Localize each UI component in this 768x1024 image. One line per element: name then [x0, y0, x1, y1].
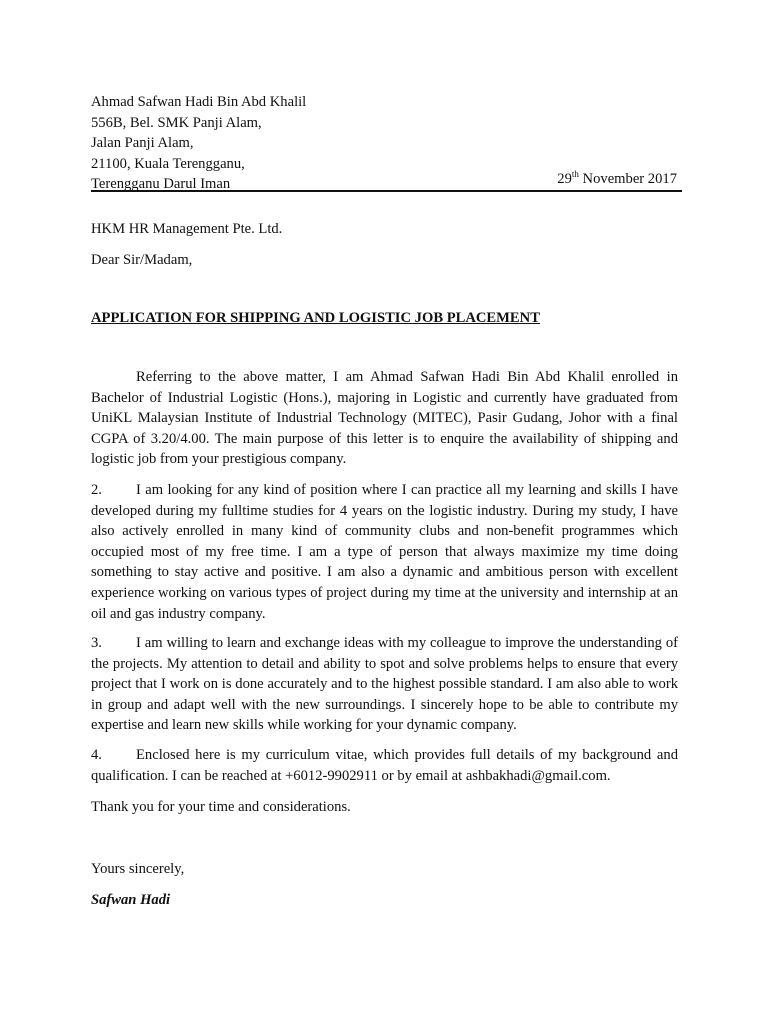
paragraph-text: Enclosed here is my curriculum vitae, which provides full details of my background and qualification. I can be reached at +6012-9902911 or by email at ashbakhadi@gmail.com. [91, 747, 678, 784]
sender-name: Ahmad Safwan Hadi Bin Abd Khalil [91, 94, 307, 110]
signature: Safwan Hadi [91, 892, 171, 908]
body-paragraph-1: Referring to the above matter, I am Ahmad Safwan Hadi Bin Abd Khalil enrolled in Bachelor of Industrial Logistic (Hons.), majoring in Logistic and currently have graduated from UniKL Malaysian Institute of Industrial Technology (MITEC), Pasir Gudang, Johor with a final CGPA of 3.20/4.00. The main purpose of this letter is to enquire the availability of shipping and logistic job from your prestigious company. [91, 369, 678, 468]
sender-address-line: Jalan Panji Alam, [91, 135, 194, 151]
date-day: 29 [557, 171, 572, 187]
closing-line: Yours sincerely, [91, 861, 185, 877]
body-paragraph-4 [91, 745, 678, 786]
letter-subject: APPLICATION FOR SHIPPING AND LOGISTIC JOB PLACEMENT [91, 310, 540, 326]
sender-address-line: 556B, Bel. SMK Panji Alam, [91, 114, 262, 131]
body-paragraph-2 [91, 480, 678, 624]
paragraph-text: I am looking for any kind of position where I can practice all my learning and skills I have developed during my fulltime studies for 4 years on the logistic industry. During my study, I have also actively enrolled in many kind of community clubs and non-benefit programmes which occupied most of my free time. I am a type of person that always maximize my time doing something to stay active and positive. I am also a dynamic and ambitious person with excellent experience working on various types of project during my time at the university and internship at an oil and gas industry company. [91, 482, 678, 622]
sender-address-line: Terengganu Darul Iman [91, 176, 231, 192]
paragraph-text: I am willing to learn and exchange ideas with my colleague to improve the understanding of the projects. My attention to detail and ability to spot and solve problems helps to ensure that every project that I work on is done accurately and to the highest possible standard. I am also able to work in group and adapt well with the new surroundings. I sincerely hope to be able to contribute my expertise and learn new skills while working for your dynamic company. [91, 635, 678, 734]
sender-address-line: 21100, Kuala Terengganu, [91, 155, 245, 172]
body-paragraph-3 [91, 633, 678, 736]
thanks-line: Thank you for your time and considerations. [91, 799, 351, 815]
date-suffix: th [571, 169, 579, 179]
header-divider [91, 190, 682, 192]
salutation: Dear Sir/Madam, [91, 252, 193, 268]
letter-date [557, 169, 677, 190]
paragraph-number: 2. [91, 482, 102, 498]
paragraph-number: 3. [91, 635, 102, 651]
paragraph-number: 4. [91, 747, 102, 763]
date-month-year: November 2017 [578, 171, 677, 187]
sender-address-block [91, 92, 306, 195]
recipient-name: HKM HR Management Pte. Ltd. [91, 221, 283, 237]
